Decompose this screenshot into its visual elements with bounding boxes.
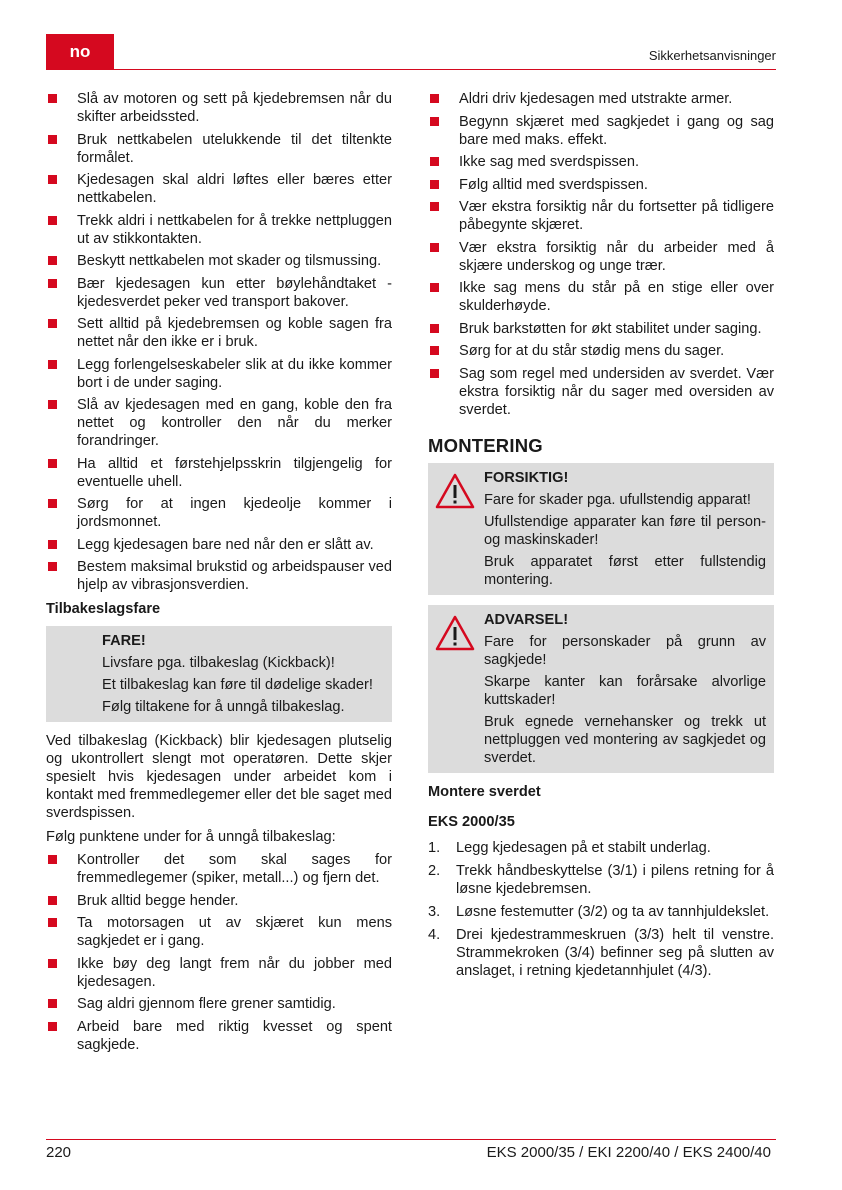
bullet-square-icon bbox=[430, 369, 439, 378]
bullet-square-icon bbox=[430, 117, 439, 126]
bullet-square-icon bbox=[48, 459, 57, 468]
bullet-square-icon bbox=[48, 135, 57, 144]
list-item: Bær kjedesagen kun etter bøylehåndtaket - kjedesverdet peker ved transport bakover. bbox=[46, 275, 392, 311]
bullet-square-icon bbox=[48, 360, 57, 369]
bullet-square-icon bbox=[48, 918, 57, 927]
list-item: Legg kjedesagen bare ned når den er slått av. bbox=[46, 536, 392, 554]
bullet-square-icon bbox=[48, 279, 57, 288]
model-heading: EKS 2000/35 bbox=[428, 813, 515, 830]
bullet-square-icon bbox=[430, 324, 439, 333]
mounting-steps-list bbox=[428, 839, 774, 980]
bullet-square-icon bbox=[48, 256, 57, 265]
danger-line: Følg tiltakene for å unngå tilbakeslag. bbox=[102, 699, 345, 715]
bullet-square-icon bbox=[430, 180, 439, 189]
danger-box bbox=[46, 626, 392, 722]
bullet-square-icon bbox=[48, 562, 57, 571]
danger-line: Livsfare pga. tilbakeslag (Kickback)! bbox=[102, 655, 335, 671]
list-item: Ikke sag med sverdspissen. bbox=[428, 153, 774, 171]
list-item: Slå av motoren og sett på kjedebremsen når du skifter arbeidssted. bbox=[46, 90, 392, 126]
list-item: Bruk nettkabelen utelukkende til det tiltenkte formålet. bbox=[46, 131, 392, 167]
kickback-bullet-list bbox=[46, 851, 392, 1054]
warning-line: Skarpe kanter kan forårsake alvorlige kuttskader! bbox=[484, 673, 766, 708]
list-item: Ha alltid et førstehjelpsskrin tilgjengelig for eventuelle uhell. bbox=[46, 455, 392, 491]
list-item: Følg alltid med sverdspissen. bbox=[428, 176, 774, 194]
bullet-square-icon bbox=[430, 283, 439, 292]
list-item: Sørg for at du står stødig mens du sager. bbox=[428, 342, 774, 360]
list-item: Vær ekstra forsiktig når du fortsetter på tidligere påbegynte skjæret. bbox=[428, 198, 774, 234]
list-item: Slå av kjedesagen med en gang, koble den fra nettet og kontroller den når du merker forandringer. bbox=[46, 396, 392, 450]
bullet-square-icon bbox=[48, 896, 57, 905]
list-item: Sett alltid på kjedebremsen og koble sagen fra nettet når den ikke er i bruk. bbox=[46, 315, 392, 351]
right-column bbox=[428, 90, 774, 985]
list-item: 2. Trekk håndbeskyttelse (3/1) i pilens retning for å løsne kjedebremsen. bbox=[428, 862, 774, 897]
caution-line: Bruk apparatet først etter fullstendig montering. bbox=[484, 553, 766, 588]
section-title-montering: MONTERING bbox=[428, 434, 543, 456]
danger-line: Et tilbakeslag kan føre til dødelige skader! bbox=[102, 677, 373, 693]
warning-triangle-icon bbox=[435, 615, 475, 651]
list-item: 1. Legg kjedesagen på et stabilt underlag. bbox=[428, 839, 711, 856]
list-item: 3. Løsne festemutter (3/2) og ta av tannhjuldekslet. bbox=[428, 903, 770, 920]
list-item: Legg forlengelseskabeler slik at du ikke kommer bort i de under saging. bbox=[46, 356, 392, 392]
list-item: Aldri driv kjedesagen med utstrakte armer. bbox=[428, 90, 774, 108]
bullet-square-icon bbox=[48, 1022, 57, 1031]
warning-line: Bruk egnede vernehansker og trekk ut nettpluggen ved montering av sagkjedet og sverdet. bbox=[484, 713, 766, 766]
list-item: Ta motorsagen ut av skjæret kun mens sagkjedet er i gang. bbox=[46, 914, 392, 950]
kickback-follow-text: Følg punktene under for å unngå tilbakeslag: bbox=[46, 829, 336, 845]
list-item: Trekk aldri i nettkabelen for å trekke nettpluggen ut av stikkontakten. bbox=[46, 212, 392, 248]
list-item: Bruk alltid begge hender. bbox=[46, 892, 392, 910]
list-item: Ikke sag mens du står på en stige eller over skulderhøyde. bbox=[428, 279, 774, 315]
list-item: Kjedesagen skal aldri løftes eller bæres etter nettkabelen. bbox=[46, 171, 392, 207]
bullet-square-icon bbox=[48, 319, 57, 328]
list-item: Beskytt nettkabelen mot skader og tilsmussing. bbox=[46, 252, 392, 270]
list-item: Bestem maksimal brukstid og arbeidspauser ved hjelp av vibrasjonsverdien. bbox=[46, 558, 392, 594]
page-number: 220 bbox=[46, 1144, 72, 1161]
warning-box bbox=[428, 605, 774, 773]
sawing-bullet-list bbox=[428, 90, 774, 419]
list-item: Ikke bøy deg langt frem når du jobber med kjedesagen. bbox=[46, 955, 392, 991]
danger-title: FARE! bbox=[102, 633, 146, 649]
safety-bullet-list bbox=[46, 90, 392, 594]
bullet-square-icon bbox=[48, 216, 57, 225]
bullet-square-icon bbox=[48, 855, 57, 864]
page-header-title: Sikkerhetsanvisninger bbox=[648, 48, 776, 63]
list-item: Kontroller det som skal sages for fremmedlegemer (spiker, metall...) og fjern det. bbox=[46, 851, 392, 887]
warning-line: Fare for personskader på grunn av sagkjede! bbox=[484, 633, 766, 668]
caution-line: Ufullstendige apparater kan føre til person- og maskinskader! bbox=[484, 513, 766, 548]
bullet-square-icon bbox=[48, 400, 57, 409]
list-item: Vær ekstra forsiktig når du arbeider med å skjære underskog og unge trær. bbox=[428, 239, 774, 275]
list-item: Sag som regel med undersiden av sverdet. Vær ekstra forsiktig når du sager med oversiden av sverdet. bbox=[428, 365, 774, 419]
bullet-square-icon bbox=[48, 999, 57, 1008]
kickback-heading: Tilbakeslagsfare bbox=[46, 601, 161, 617]
bullet-square-icon bbox=[430, 243, 439, 252]
bullet-square-icon bbox=[430, 346, 439, 355]
kickback-description: Ved tilbakeslag (Kickback) blir kjedesagen plutselig og ukontrollert slengt mot operatøren. Dette skjer spesielt hvis kjedesagen under arbeidet kom i kontakt med fremmedlegemer eller det ble saget med sverdspissen. bbox=[46, 733, 392, 821]
list-item: Sørg for at ingen kjedeolje kommer i jordsmonnet. bbox=[46, 495, 392, 531]
footer-divider bbox=[46, 1139, 776, 1140]
bullet-square-icon bbox=[48, 94, 57, 103]
bullet-square-icon bbox=[48, 499, 57, 508]
list-item: 4. Drei kjedestrammeskruen (3/3) helt til venstre. Strammekroken (3/4) befinner seg på slutten av anslaget, i retning kjedetannhjulet (4/3). bbox=[428, 926, 774, 979]
left-column bbox=[46, 90, 392, 1058]
warning-title: ADVARSEL! bbox=[484, 611, 569, 628]
list-item: Arbeid bare med riktig kvesset og spent sagkjede. bbox=[46, 1018, 392, 1054]
bullet-square-icon bbox=[430, 94, 439, 103]
language-tab: no bbox=[46, 34, 114, 70]
bullet-square-icon bbox=[48, 175, 57, 184]
bullet-square-icon bbox=[430, 202, 439, 211]
caution-title: FORSIKTIG! bbox=[484, 469, 569, 486]
bullet-square-icon bbox=[48, 540, 57, 549]
bullet-square-icon bbox=[430, 157, 439, 166]
header-divider bbox=[46, 69, 776, 70]
footer-models: EKS 2000/35 / EKI 2200/40 / EKS 2400/40 bbox=[486, 1144, 771, 1161]
caution-box bbox=[428, 463, 774, 595]
list-item: Begynn skjæret med sagkjedet i gang og sag bare med maks. effekt. bbox=[428, 113, 774, 149]
bullet-square-icon bbox=[48, 959, 57, 968]
warning-triangle-icon bbox=[435, 473, 475, 509]
list-item: Bruk barkstøtten for økt stabilitet under saging. bbox=[428, 320, 774, 338]
caution-line: Fare for skader pga. ufullstendig apparat! bbox=[484, 491, 751, 508]
mount-bar-heading: Montere sverdet bbox=[428, 783, 541, 800]
list-item: Sag aldri gjennom flere grener samtidig. bbox=[46, 995, 392, 1013]
